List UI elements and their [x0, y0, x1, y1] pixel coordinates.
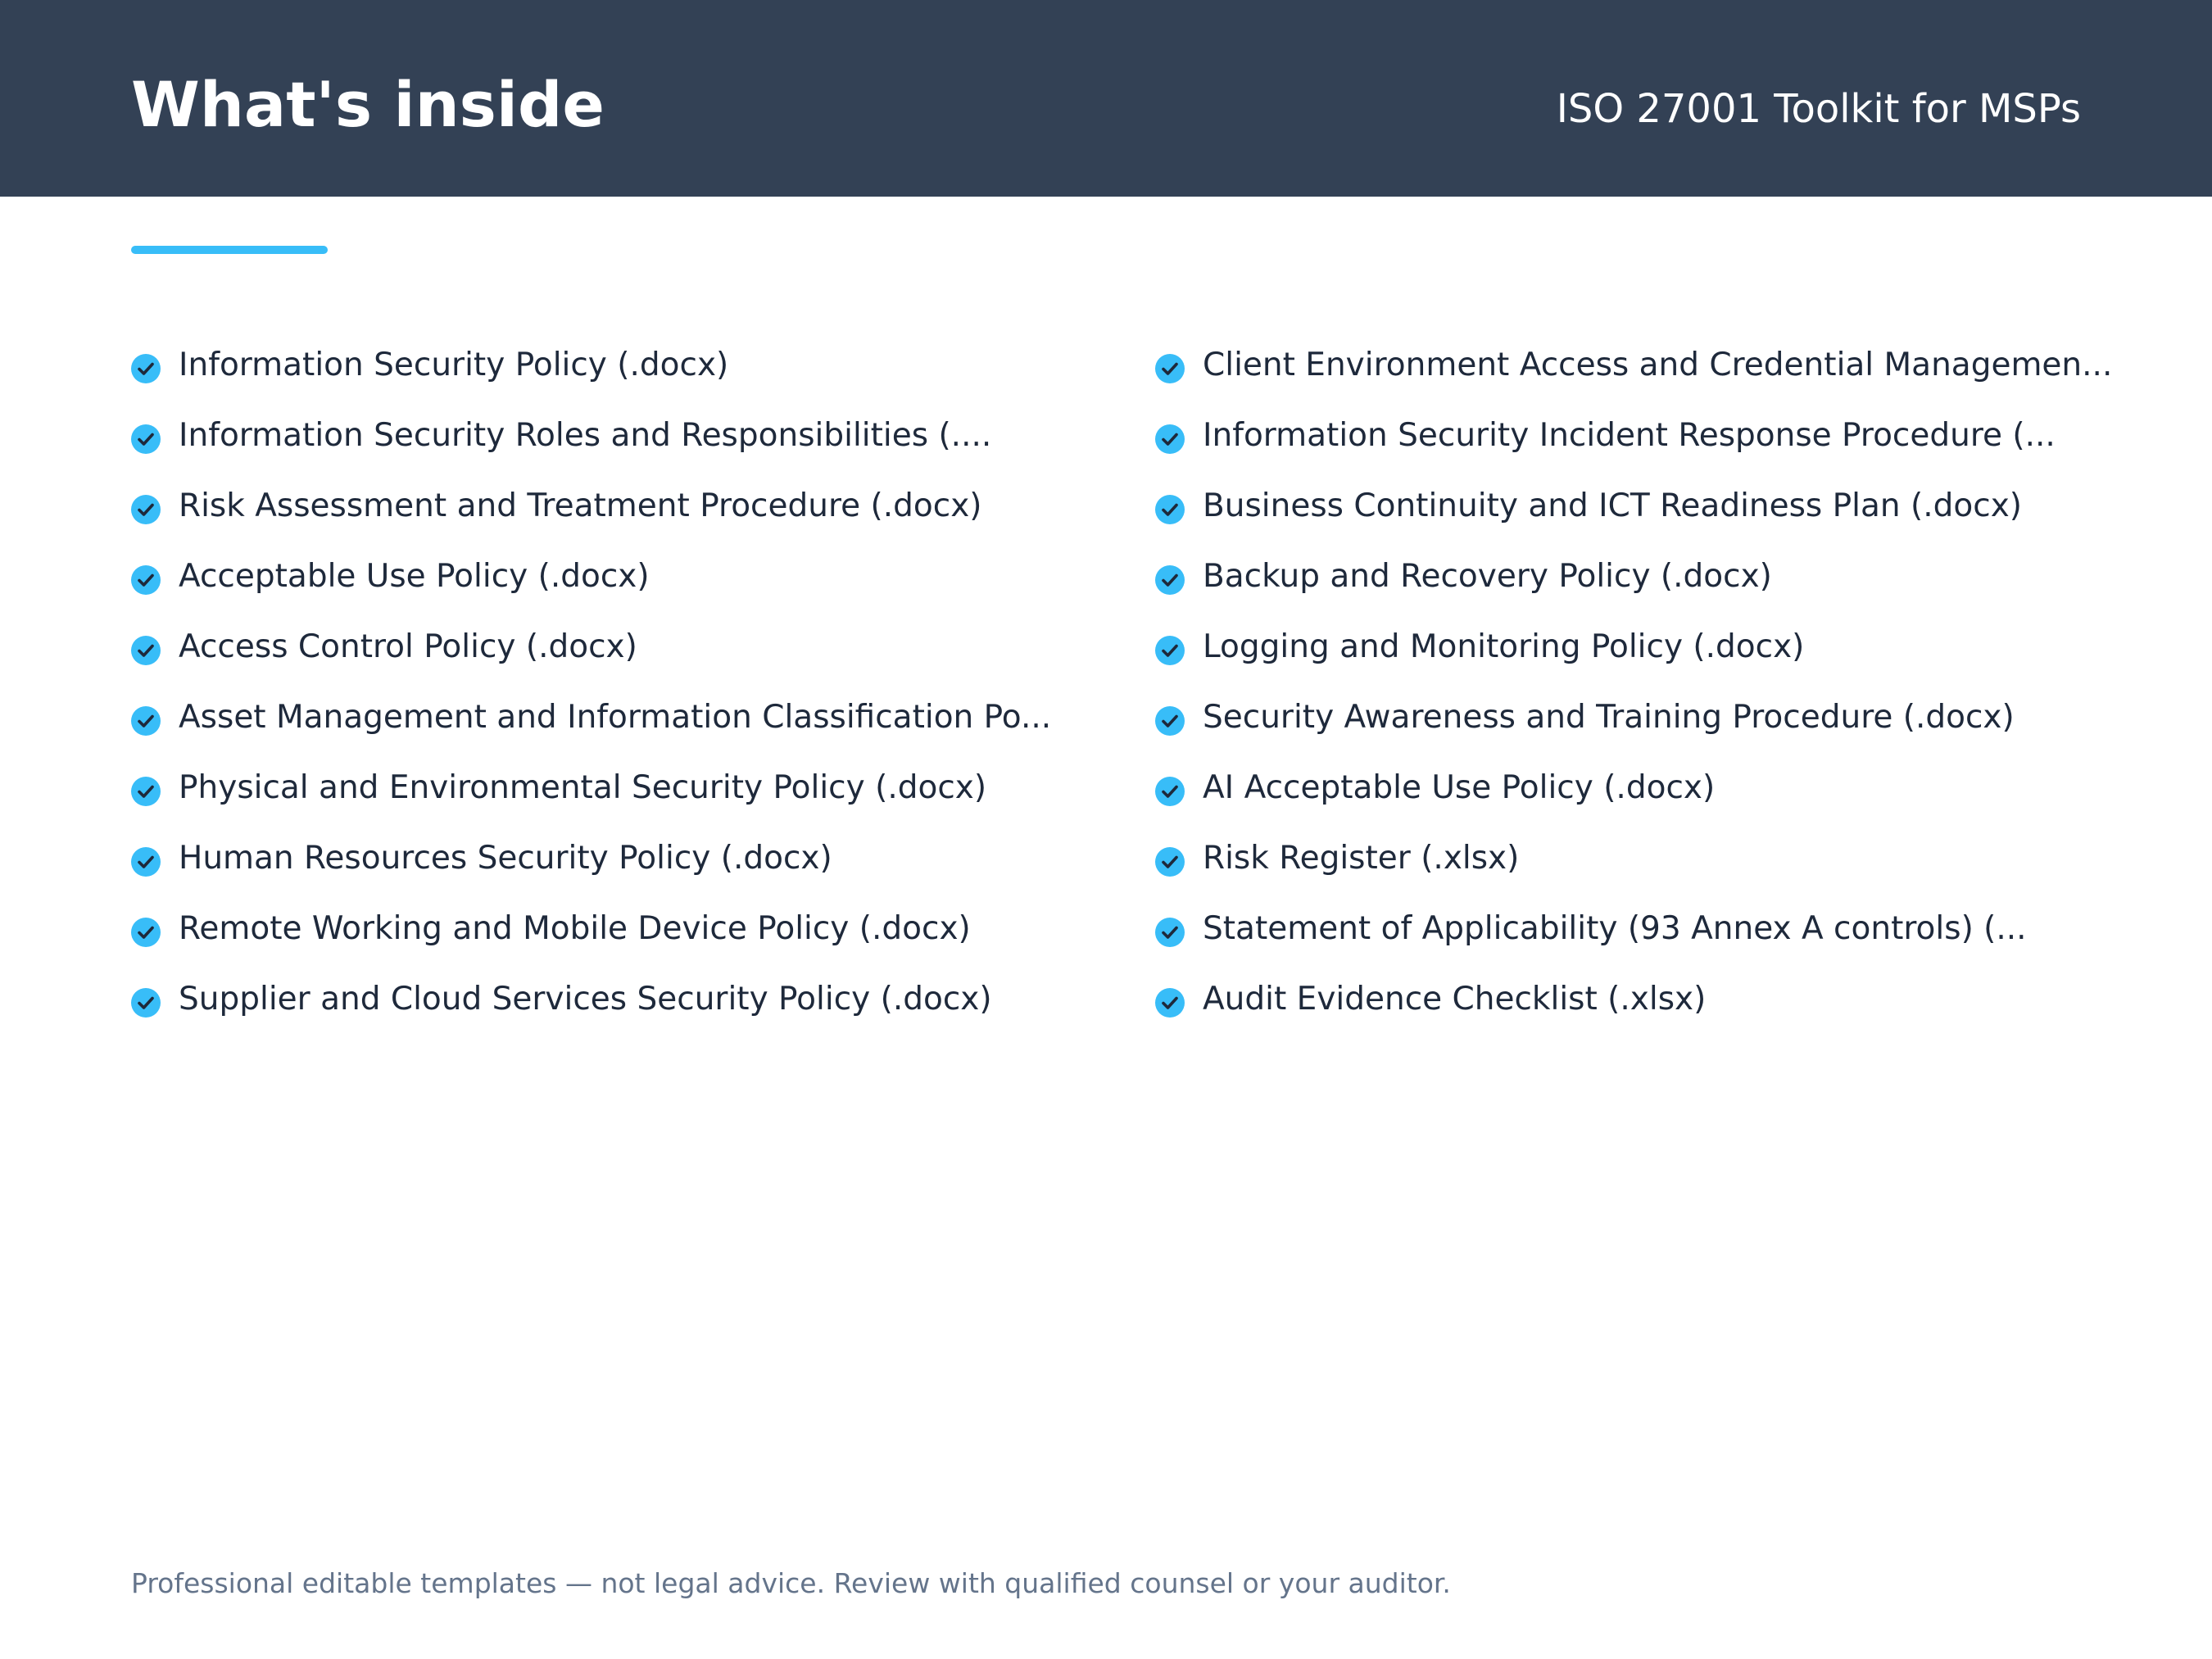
- list-item: [1155, 410, 2112, 480]
- list-item: [131, 832, 1051, 903]
- item-label: Information Security Incident Response Procedure (...: [1203, 417, 2056, 454]
- list-item: [131, 691, 1051, 762]
- item-label: AI Acceptable Use Policy (.docx): [1203, 769, 1716, 806]
- check-circle-icon: [1155, 354, 1185, 383]
- list-item: [131, 973, 1051, 1044]
- check-circle-icon: [1155, 706, 1185, 736]
- list-item: [131, 903, 1051, 973]
- list-item: [131, 762, 1051, 832]
- item-label: Backup and Recovery Policy (.docx): [1203, 558, 1772, 595]
- item-label: Remote Working and Mobile Device Policy (.docx): [179, 910, 971, 947]
- item-label: Acceptable Use Policy (.docx): [179, 558, 650, 595]
- list-item: [1155, 551, 2112, 621]
- item-label: Audit Evidence Checklist (.xlsx): [1203, 981, 1707, 1018]
- check-circle-icon: [1155, 495, 1185, 524]
- check-circle-icon: [131, 354, 161, 383]
- item-label: Risk Register (.xlsx): [1203, 840, 1520, 877]
- list-item: [1155, 691, 2112, 762]
- item-label: Human Resources Security Policy (.docx): [179, 840, 832, 877]
- item-label: Security Awareness and Training Procedure (.docx): [1203, 699, 2015, 736]
- check-circle-icon: [1155, 988, 1185, 1018]
- footer-disclaimer: Professional editable templates — not legal advice. Review with qualified counsel or your auditor.: [131, 1567, 1451, 1599]
- item-label: Risk Assessment and Treatment Procedure (.docx): [179, 487, 982, 524]
- check-circle-icon: [1155, 636, 1185, 665]
- list-item: [131, 480, 1051, 551]
- list-item: [1155, 339, 2112, 410]
- list-item: [1155, 903, 2112, 973]
- check-circle-icon: [131, 565, 161, 595]
- check-circle-icon: [131, 636, 161, 665]
- item-label: Physical and Environmental Security Policy (.docx): [179, 769, 987, 806]
- contents-list-left: [131, 339, 1051, 1044]
- check-circle-icon: [1155, 918, 1185, 947]
- list-item: [131, 410, 1051, 480]
- list-item: [131, 339, 1051, 410]
- item-label: Statement of Applicability (93 Annex A controls) (...: [1203, 910, 2027, 947]
- check-circle-icon: [131, 847, 161, 877]
- check-circle-icon: [131, 918, 161, 947]
- list-item: [1155, 480, 2112, 551]
- item-label: Asset Management and Information Classification Po...: [179, 699, 1052, 736]
- item-label: Business Continuity and ICT Readiness Plan (.docx): [1203, 487, 2022, 524]
- check-circle-icon: [1155, 777, 1185, 806]
- item-label: Access Control Policy (.docx): [179, 628, 637, 665]
- check-circle-icon: [131, 777, 161, 806]
- accent-divider: [131, 246, 328, 254]
- list-item: [1155, 762, 2112, 832]
- list-item: [1155, 621, 2112, 691]
- check-circle-icon: [131, 495, 161, 524]
- page-title: What's inside: [131, 68, 605, 141]
- item-label: Information Security Policy (.docx): [179, 347, 729, 383]
- page-header: [0, 0, 2212, 197]
- item-label: Supplier and Cloud Services Security Policy (.docx): [179, 981, 992, 1018]
- item-label: Information Security Roles and Responsibilities (....: [179, 417, 992, 454]
- contents-list-right: [1155, 339, 2112, 1044]
- item-label: Client Environment Access and Credential Managemen...: [1203, 347, 2113, 383]
- check-circle-icon: [131, 424, 161, 454]
- list-item: [1155, 973, 2112, 1044]
- check-circle-icon: [1155, 424, 1185, 454]
- check-circle-icon: [131, 706, 161, 736]
- list-item: [131, 551, 1051, 621]
- check-circle-icon: [1155, 847, 1185, 877]
- check-circle-icon: [1155, 565, 1185, 595]
- list-item: [131, 621, 1051, 691]
- product-name: ISO 27001 Toolkit for MSPs: [1556, 86, 2081, 132]
- list-item: [1155, 832, 2112, 903]
- item-label: Logging and Monitoring Policy (.docx): [1203, 628, 1805, 665]
- check-circle-icon: [131, 988, 161, 1018]
